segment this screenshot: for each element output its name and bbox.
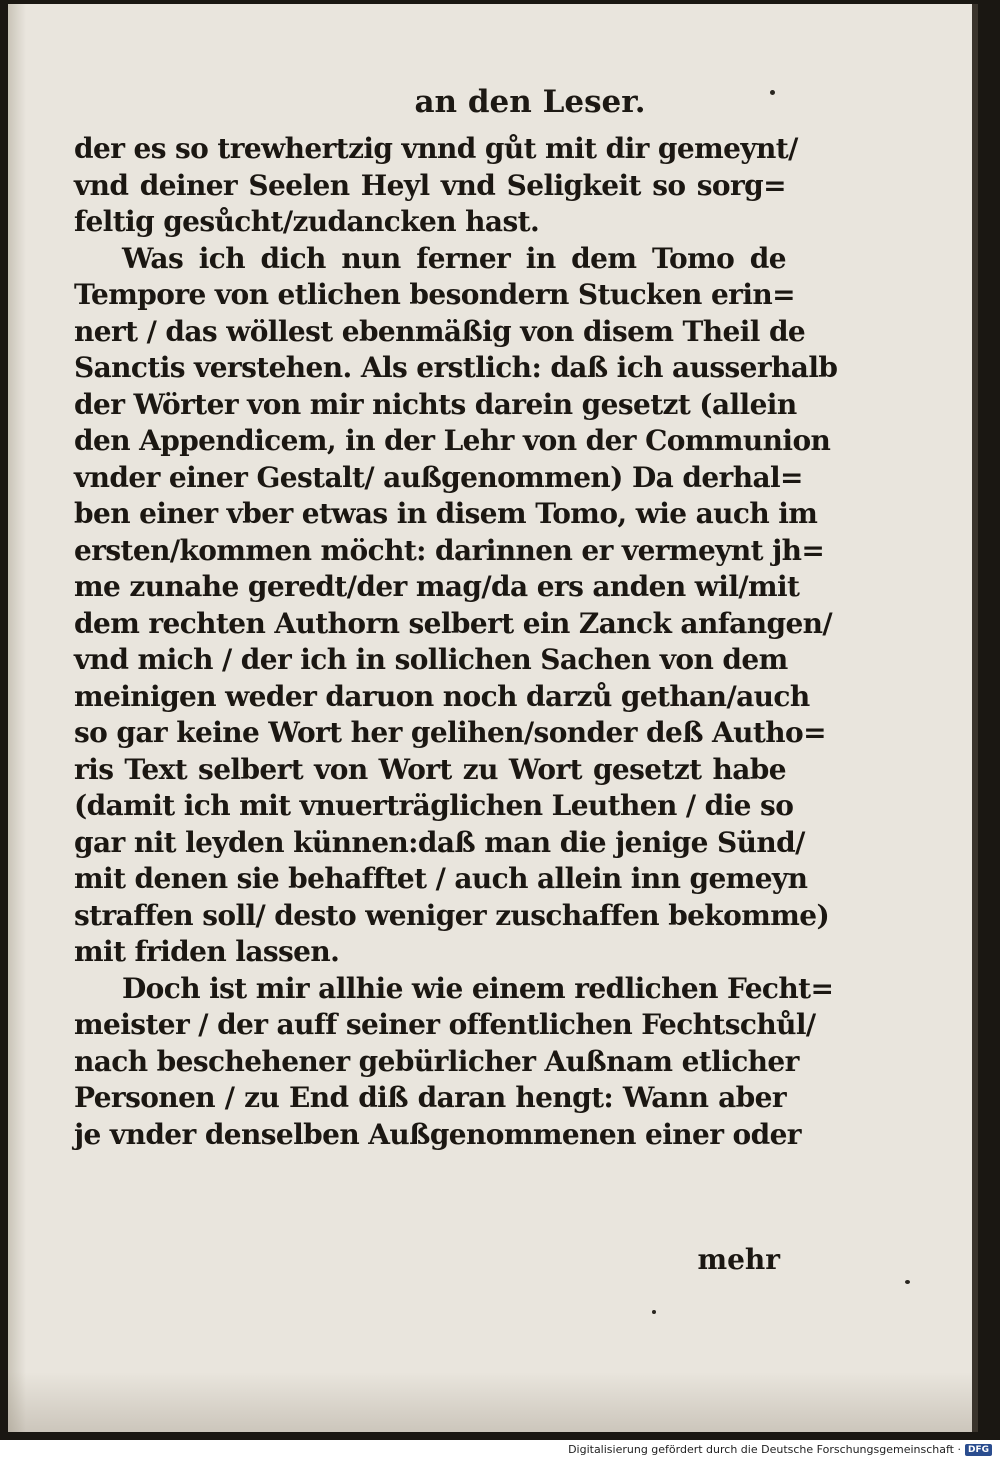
catchword: mehr [697, 1243, 780, 1276]
text-line: meister / der auff seiner offentlichen Fechtschůl/ [74, 1008, 816, 1041]
text-line: Was ich dich nun ferner in dem Tomo de [122, 241, 786, 275]
text-line: nach beschehener gebürlicher Außnam etlicher [74, 1044, 799, 1078]
text-line: je vnder denselben Außgenommenen einer oder [74, 1117, 801, 1151]
dfg-logo: DFG [965, 1444, 992, 1456]
text-line: (damit ich mit vnuerträglichen Leuthen / die so [74, 789, 794, 822]
footer-text: Digitalisierung gefördert durch die Deutsche Forschungsgemeinschaft · [568, 1443, 961, 1456]
page-shadow [8, 1372, 972, 1432]
text-line: nert / das wöllest ebenmäßig von disem Theil de [74, 314, 806, 348]
text-line: der es so trewhertzig vnnd gůt mit dir gemeynt/ [74, 132, 798, 165]
text-line: ersten/kommen möcht: darinnen er vermeynt jh= [74, 533, 825, 567]
text-line: ben einer vber etwas in disem Tomo, wie auch im [74, 497, 818, 530]
text-line: vnd deiner Seelen Heyl vnd Seligkeit so sorg= [74, 168, 786, 202]
text-line: straffen soll/ desto weniger zuschaffen bekomme) [74, 898, 830, 932]
body-text [74, 131, 838, 1153]
ink-speck [905, 1280, 910, 1284]
text-line: Sanctis verstehen. Als erstlich: daß ich ausserhalb [74, 351, 838, 384]
text-line: der Wörter von mir nichts darein gesetzt (allein [74, 387, 797, 421]
text-line: vnder einer Gestalt/ außgenommen) Da derhal= [74, 460, 803, 494]
text-line: gar nit leyden künnen:daß man die jenige Sünd/ [74, 825, 805, 859]
text-line: so gar keine Wort her gelihen/sonder deß Autho= [74, 716, 826, 749]
text-line: me zunahe geredt/der mag/da ers anden wil/mit [74, 570, 800, 603]
text-line: Tempore von etlichen besondern Stucken erin= [74, 278, 795, 311]
text-line: dem rechten Authorn selbert ein Zanck anfangen/ [74, 606, 833, 640]
text-line: Doch ist mir allhie wie einem redlichen Fecht= [122, 971, 834, 1005]
text-line: den Appendicem, in der Lehr von der Communion [74, 424, 831, 457]
text-line: Personen / zu End diß daran hengt: Wann aber [74, 1081, 786, 1114]
text-line: meinigen weder daruon noch darzů gethan/auch [74, 679, 810, 713]
text-line: feltig gesůcht/zudancken hast. [74, 205, 540, 238]
running-head: an den Leser. [414, 84, 646, 120]
text-line: mit denen sie behafftet / auch allein inn gemeyn [74, 862, 808, 895]
footer-credit [568, 1443, 992, 1456]
text-line: mit friden lassen. [74, 935, 340, 968]
ink-speck [652, 1310, 656, 1314]
text-line: ris Text selbert von Wort zu Wort gesetzt habe [74, 752, 786, 786]
ink-speck [770, 90, 775, 95]
text-line: vnd mich / der ich in sollichen Sachen von dem [74, 643, 788, 676]
